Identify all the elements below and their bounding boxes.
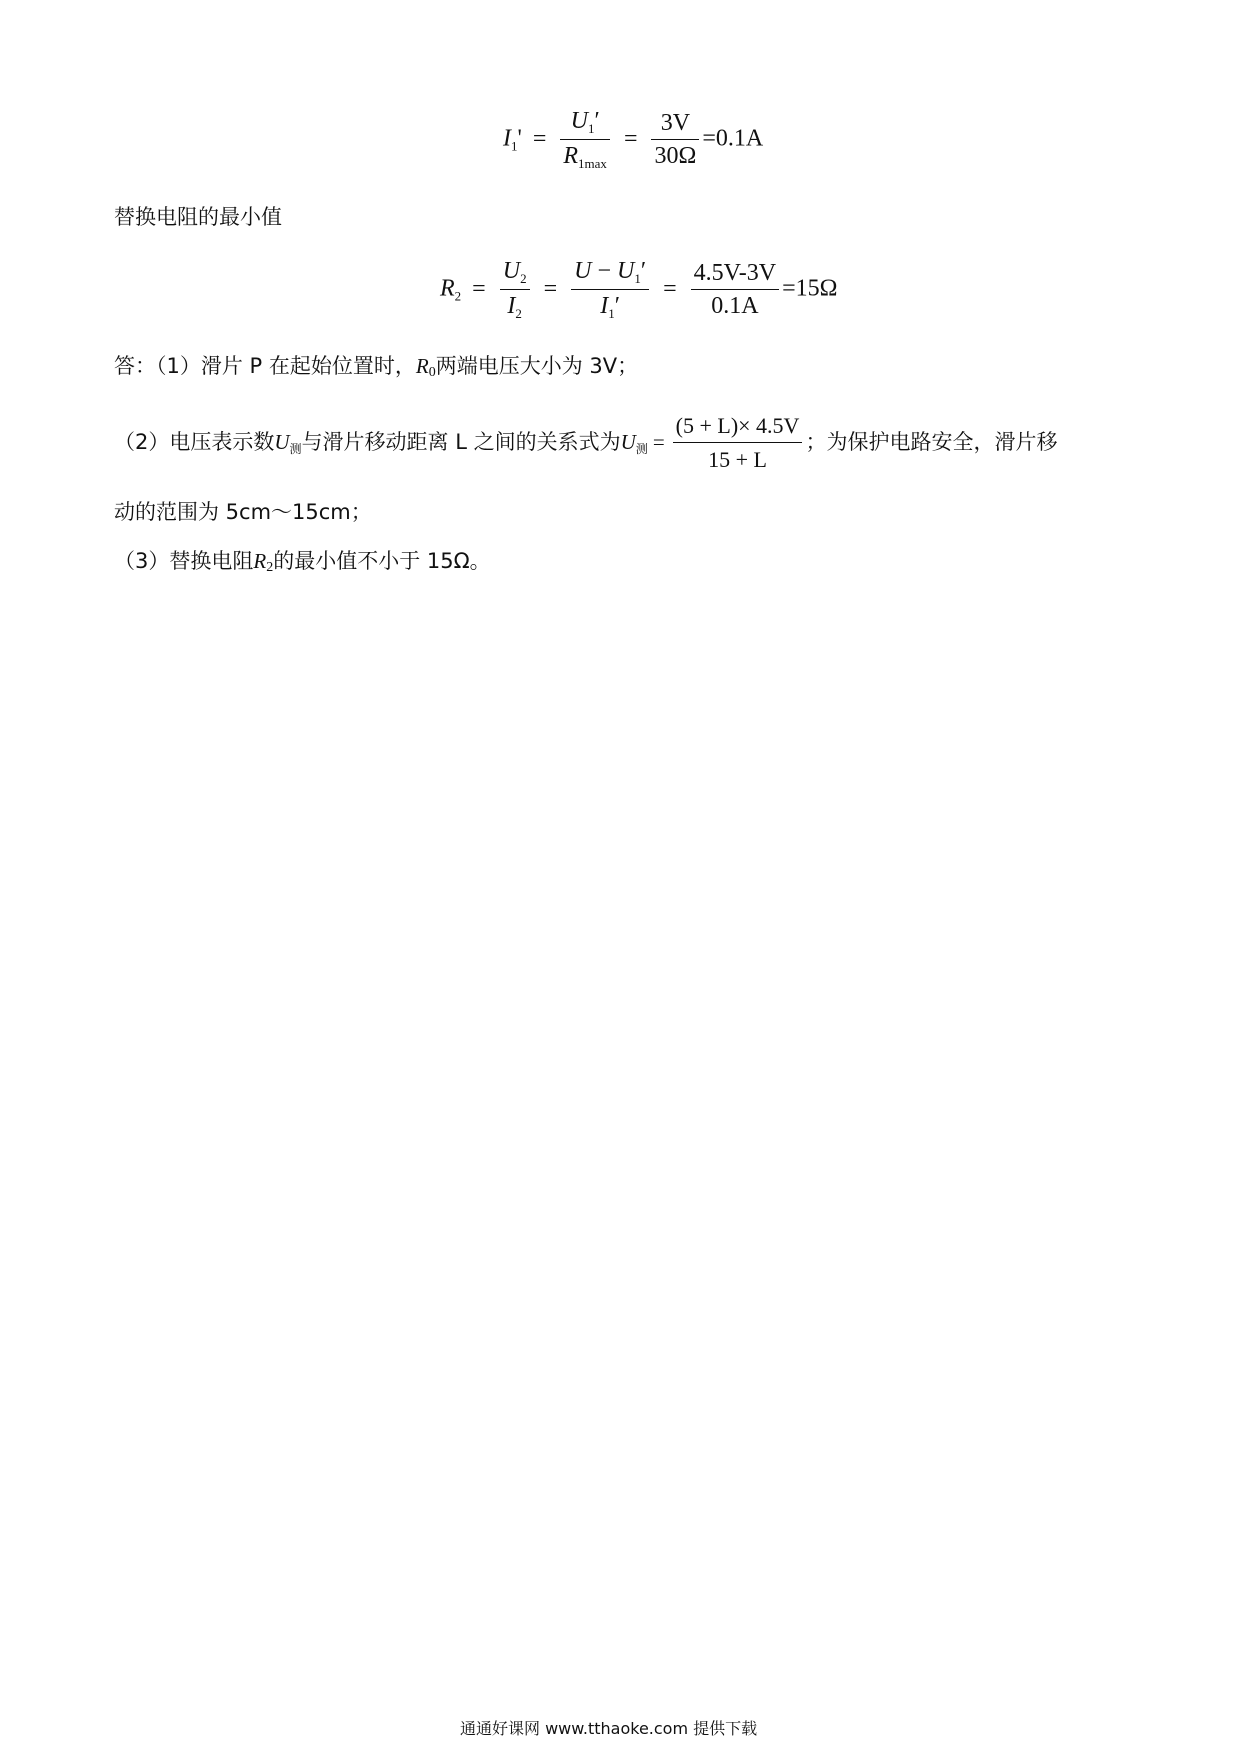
answer-3 [114, 547, 491, 582]
answer2-suffix: ；为保护电路安全，滑片移 [805, 430, 1058, 454]
answer2-middle: 与滑片移动距离 L 之间的关系式为 [301, 430, 621, 454]
answer2-eq-sign: = [652, 430, 665, 454]
answer2-eq-var: U [620, 430, 636, 454]
formula2-f2-num-minus: − [591, 258, 617, 284]
formula1-den-sub: 1max [578, 156, 607, 171]
formula1-lhs-prime: ' [517, 125, 522, 152]
formula1-num-var: U [570, 108, 588, 134]
formula1-num-sub: 1 [587, 121, 595, 136]
formula2-lhs-sub: 2 [454, 288, 462, 304]
formula2-f1-num-var: U [502, 258, 521, 284]
formula2-f2-num-var2: U [617, 258, 635, 284]
formula1-eq-sign-2: = [623, 125, 638, 152]
formula1-den-var: R [563, 143, 579, 169]
formula1-num-prime: ′ [594, 108, 600, 134]
answer2-prefix: （2）电压表示数 [114, 430, 275, 454]
answer2-eq-sub: 测 [635, 442, 648, 456]
formula2-f2-den-prime: ′ [614, 293, 620, 319]
formula1-lhs-sub: 1 [511, 138, 518, 154]
answer3-var: R [253, 549, 267, 573]
answer-1 [114, 352, 638, 387]
formula1-den2: 30Ω [654, 143, 697, 169]
formula2-f3-num: 4.5V-3V [691, 260, 779, 290]
formula1-num2: 3V [651, 110, 699, 140]
answer1-prefix: 答：（1）滑片 P 在起始位置时， [114, 354, 416, 378]
formula2-eq-sign: = [472, 275, 486, 302]
formula-resistance-r2 [440, 258, 837, 322]
answer2-den: 15 + L [708, 447, 767, 472]
formula1-eq-sign: = [532, 125, 547, 152]
formula2-f2-den-sub: 1 [608, 306, 615, 321]
formula2-f1-den-var: I [507, 293, 516, 319]
formula1-result: =0.1A [702, 125, 764, 152]
formula1-fraction-b [651, 110, 699, 170]
formula2-f1-num-sub: 2 [520, 271, 527, 286]
formula2-result: =15Ω [782, 275, 838, 302]
text-min-resistance: 替换电阻的最小值 [114, 205, 282, 229]
answer1-var: R [415, 354, 429, 378]
formula2-f2-num-prime: ′ [640, 258, 647, 284]
answer-2 [114, 412, 1057, 479]
formula-current-i1 [503, 108, 763, 172]
formula2-f1-den-sub: 2 [515, 306, 522, 321]
answer2-sub: 测 [289, 442, 302, 456]
formula2-f2-num-sub: 1 [634, 271, 641, 286]
answer1-suffix: 两端电压大小为 3V； [435, 354, 639, 378]
formula1-fraction-a [560, 108, 610, 172]
answer3-sub: 2 [266, 560, 274, 575]
page-footer: 通通好课网 www.tthaoke.com 提供下载 [460, 1719, 758, 1738]
answer1-sub: 0 [428, 365, 436, 380]
formula2-fraction-b [571, 258, 649, 322]
answer3-suffix: 的最小值不小于 15Ω。 [273, 549, 491, 573]
answer3-prefix: （3）替换电阻 [114, 549, 254, 573]
formula2-f2-den-var: I [600, 293, 609, 319]
answer2-fraction [673, 412, 803, 474]
formula2-eq-sign-3: = [663, 275, 677, 302]
formula2-lhs-var: R [440, 275, 455, 302]
formula1-lhs-var: I [503, 125, 511, 152]
formula2-eq-sign-2: = [543, 275, 558, 302]
formula2-fraction-c [691, 260, 779, 320]
formula2-f2-num-var: U [574, 258, 592, 284]
answer2-var: U [274, 430, 290, 454]
answer2-num: (5 + L)× 4.5V [673, 412, 803, 443]
formula2-fraction-a [500, 258, 530, 322]
formula2-f3-den: 0.1A [711, 293, 759, 319]
answer-2-continuation: 动的范围为 5cm～15cm； [114, 500, 372, 524]
